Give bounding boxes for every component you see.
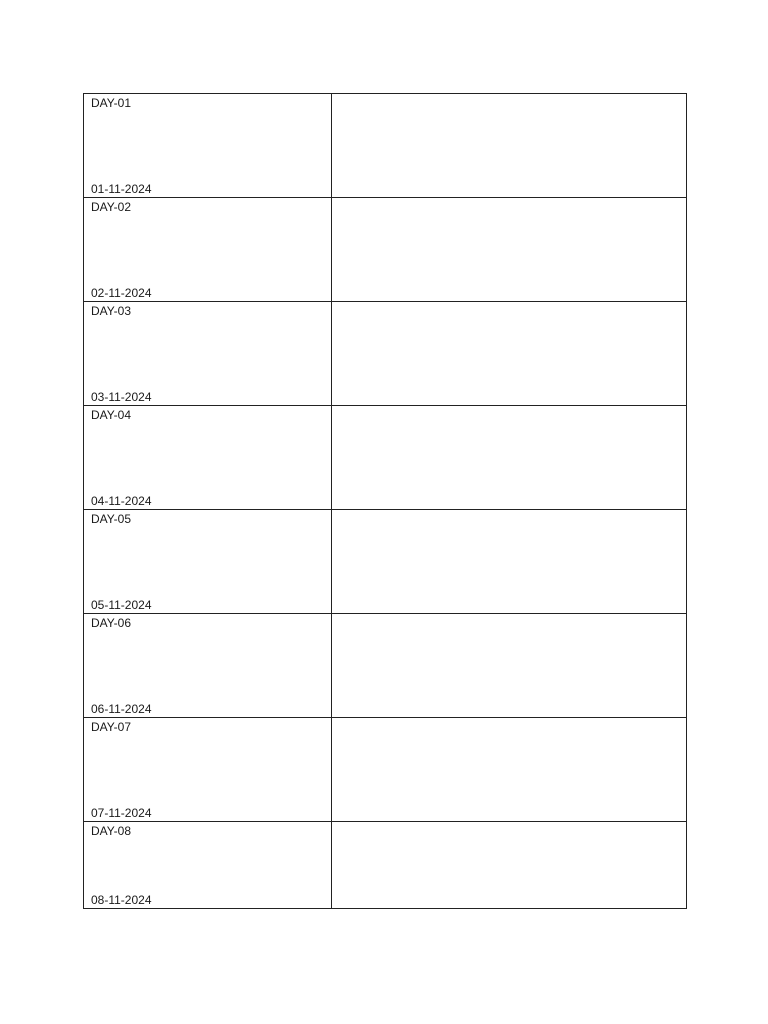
- notes-cell[interactable]: [332, 406, 687, 510]
- day-date: 02-11-2024: [91, 286, 152, 300]
- daily-log-body: [84, 94, 687, 909]
- day-date: 05-11-2024: [91, 598, 152, 612]
- table-row: [84, 510, 687, 614]
- table-row: [84, 406, 687, 510]
- day-cell: [84, 94, 332, 198]
- day-label: DAY-07: [91, 720, 132, 734]
- notes-cell[interactable]: [332, 198, 687, 302]
- notes-cell[interactable]: [332, 614, 687, 718]
- day-label: DAY-04: [91, 408, 132, 422]
- table-row: [84, 718, 687, 822]
- day-label: DAY-08: [91, 824, 132, 838]
- day-date: 08-11-2024: [91, 893, 152, 907]
- day-cell: [84, 406, 332, 510]
- table-row: [84, 822, 687, 909]
- day-cell: [84, 614, 332, 718]
- day-cell: [84, 822, 332, 909]
- notes-cell[interactable]: [332, 302, 687, 406]
- day-date: 07-11-2024: [91, 806, 152, 820]
- notes-cell[interactable]: [332, 718, 687, 822]
- day-label: DAY-03: [91, 304, 132, 318]
- table-row: [84, 198, 687, 302]
- day-label: DAY-02: [91, 200, 132, 214]
- day-cell: [84, 198, 332, 302]
- table-row: [84, 94, 687, 198]
- notes-cell[interactable]: [332, 510, 687, 614]
- notes-cell[interactable]: [332, 94, 687, 198]
- notes-cell[interactable]: [332, 822, 687, 909]
- day-label: DAY-06: [91, 616, 132, 630]
- day-date: 01-11-2024: [91, 182, 152, 196]
- day-date: 06-11-2024: [91, 702, 152, 716]
- day-cell: [84, 510, 332, 614]
- day-label: DAY-05: [91, 512, 132, 526]
- day-cell: [84, 302, 332, 406]
- daily-log-table: [83, 93, 687, 909]
- day-cell: [84, 718, 332, 822]
- day-date: 04-11-2024: [91, 494, 152, 508]
- table-row: [84, 614, 687, 718]
- table-row: [84, 302, 687, 406]
- day-label: DAY-01: [91, 96, 132, 110]
- day-date: 03-11-2024: [91, 390, 152, 404]
